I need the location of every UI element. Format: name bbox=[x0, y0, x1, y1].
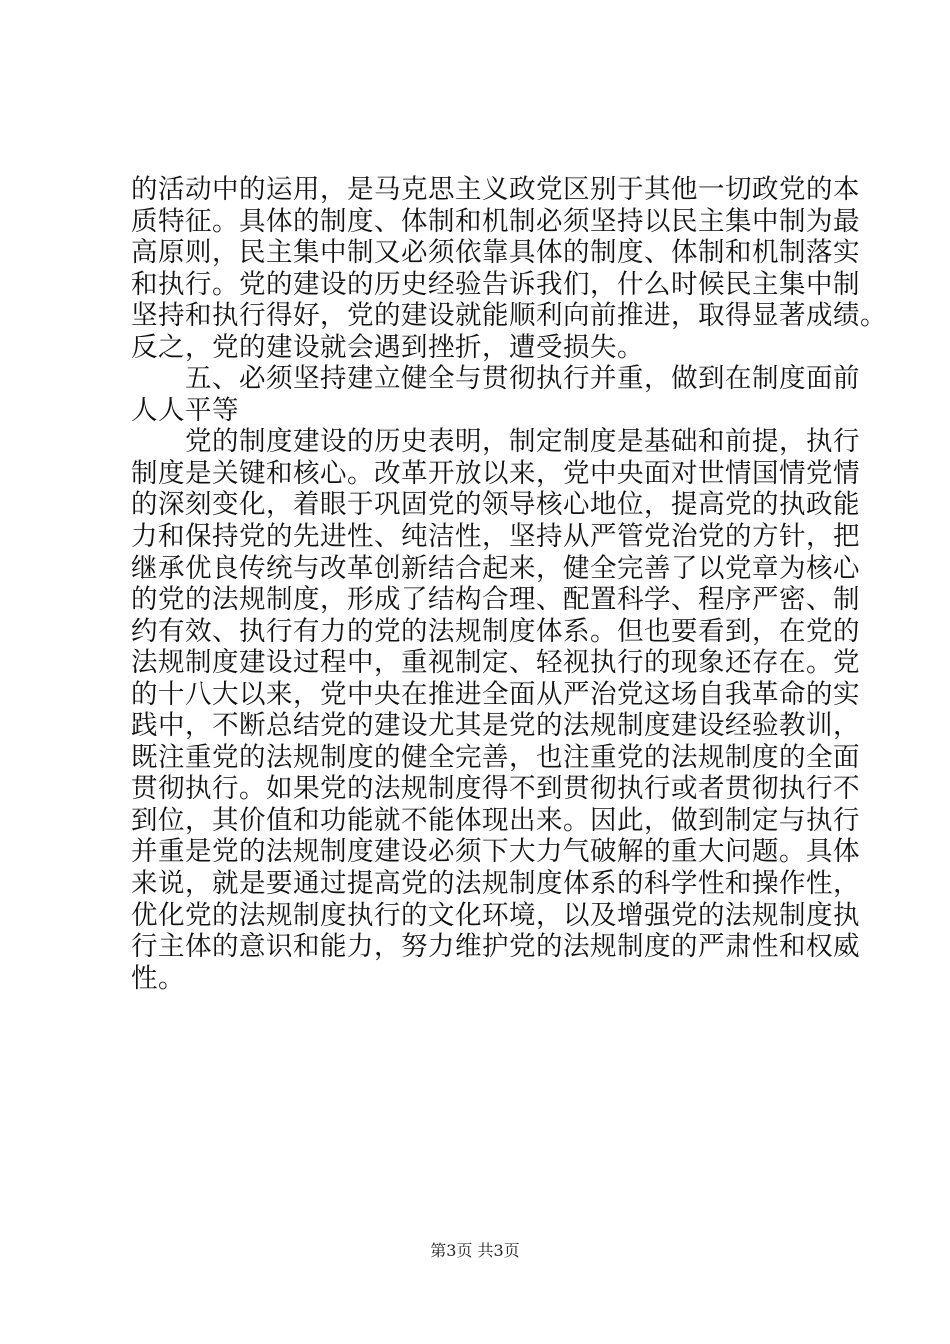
page-footer bbox=[0, 1238, 950, 1261]
text-line: 高原则，民主集中制又必须依靠具体的制度、体制和机制落实 bbox=[131, 237, 860, 269]
page-number-label: 第3页 共3页 bbox=[430, 1241, 520, 1260]
text-line: 性。 bbox=[131, 962, 185, 994]
section-heading-line: 五、必须坚持建立健全与贯彻执行并重，做到在制度面前 bbox=[131, 363, 860, 395]
text-line: 行主体的意识和能力，努力维护党的法规制度的严肃性和权威 bbox=[131, 931, 860, 963]
text-line: 的十八大以来，党中央在推进全面从严治党这场自我革命的实 bbox=[131, 678, 860, 710]
text-line: 既注重党的法规制度的健全完善，也注重党的法规制度的全面 bbox=[131, 741, 860, 773]
text-line: 优化党的法规制度执行的文化环境，以及增强党的法规制度执 bbox=[131, 899, 860, 931]
text-line: 的深刻变化，着眼于巩固党的领导核心地位，提高党的执政能 bbox=[131, 489, 860, 521]
text-line: 践中，不断总结党的建设尤其是党的法规制度建设经验教训， bbox=[131, 710, 860, 742]
text-line: 继承优良传统与改革创新结合起来，健全完善了以党章为核心 bbox=[131, 552, 860, 584]
text-line: 反之，党的建设就会遇到挫折，遭受损失。 bbox=[131, 331, 644, 363]
text-line: 到位，其价值和功能就不能体现出来。因此，做到制定与执行 bbox=[131, 804, 860, 836]
text-line: 来说，就是要通过提高党的法规制度体系的科学性和操作性， bbox=[131, 868, 860, 900]
text-line: 质特征。具体的制度、体制和机制必须坚持以民主集中制为最 bbox=[131, 205, 860, 237]
text-line: 党的制度建设的历史表明，制定制度是基础和前提，执行 bbox=[131, 426, 860, 458]
text-line: 的活动中的运用，是马克思主义政党区别于其他一切政党的本 bbox=[131, 174, 860, 205]
text-line: 法规制度建设过程中，重视制定、轻视执行的现象还存在。党 bbox=[131, 647, 860, 679]
text-line: 和执行。党的建设的历史经验告诉我们，什么时候民主集中制 bbox=[131, 268, 860, 300]
text-line: 贯彻执行。如果党的法规制度得不到贯彻执行或者贯彻执行不 bbox=[131, 773, 860, 805]
text-line: 坚持和执行得好，党的建设就能顺利向前推进，取得显著成绩。 bbox=[131, 300, 887, 332]
text-line: 约有效、执行有力的党的法规制度体系。但也要看到，在党的 bbox=[131, 615, 860, 647]
section-heading-line: 人人平等 bbox=[131, 394, 239, 426]
text-line: 力和保持党的先进性、纯洁性，坚持从严管党治党的方针，把 bbox=[131, 521, 860, 553]
text-line: 并重是党的法规制度建设必须下大力气破解的重大问题。具体 bbox=[131, 836, 860, 868]
document-body bbox=[131, 174, 887, 994]
text-line: 制度是关键和核心。改革开放以来，党中央面对世情国情党情 bbox=[131, 457, 860, 489]
text-line: 的党的法规制度，形成了结构合理、配置科学、程序严密、制 bbox=[131, 584, 860, 616]
